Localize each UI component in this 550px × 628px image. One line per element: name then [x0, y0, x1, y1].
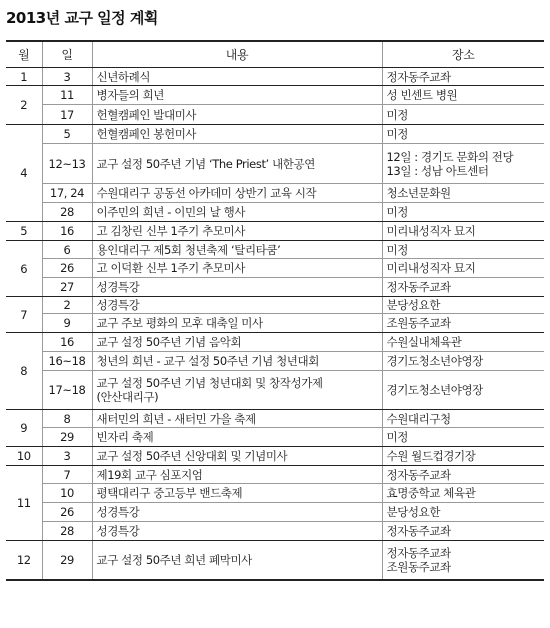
day-cell: 17, 24	[42, 184, 92, 203]
content-cell	[92, 352, 382, 371]
table-row	[6, 503, 544, 522]
table-row	[6, 428, 544, 447]
content-cell	[92, 105, 382, 125]
day-cell: 3	[42, 447, 92, 466]
place-cell	[382, 278, 544, 297]
day-cell: 2	[42, 297, 92, 314]
place-line: 미정	[386, 242, 408, 257]
content-line: 헌혈캠페인 발대미사	[96, 107, 197, 122]
day-cell: 5	[42, 125, 92, 144]
content-line: 고 김창린 신부 1주기 추모미사	[96, 224, 245, 238]
day-cell: 28	[42, 203, 92, 222]
content-cell	[92, 484, 382, 503]
table-row	[6, 241, 544, 259]
place-cell	[382, 522, 544, 541]
place-cell	[382, 314, 544, 333]
content-line: 빈자리 축제	[96, 430, 154, 444]
place-line: 미정	[386, 430, 408, 444]
place-line: 미정	[386, 205, 408, 219]
day-cell: 16	[42, 333, 92, 352]
table-row	[6, 484, 544, 503]
place-line: 정자동주교좌	[386, 280, 451, 294]
place-cell	[382, 484, 544, 503]
content-line: (안산대리구)	[96, 390, 159, 404]
content-cell	[92, 541, 382, 580]
place-line: 수원대리구청	[386, 411, 451, 426]
content-cell	[92, 278, 382, 297]
place-cell	[382, 222, 544, 241]
content-cell	[92, 184, 382, 203]
place-cell	[382, 86, 544, 105]
table-row	[6, 144, 544, 184]
month-cell: 1	[6, 68, 42, 86]
day-cell: 9	[42, 314, 92, 333]
page-title: 2013년 교구 일정 계획	[6, 9, 158, 27]
place-cell	[382, 259, 544, 278]
day-cell: 7	[42, 466, 92, 484]
content-cell	[92, 68, 382, 86]
content-line: 수원대리구 공동선 아카데미 상반기 교육 시작	[96, 186, 317, 200]
content-line: 교구 설정 50주년 희년 폐막미사	[96, 552, 252, 567]
day-cell: 26	[42, 259, 92, 278]
table-row	[6, 259, 544, 278]
schedule-table	[6, 40, 544, 581]
place-cell	[382, 447, 544, 466]
content-cell	[92, 125, 382, 144]
place-cell	[382, 371, 544, 410]
table-row	[6, 222, 544, 241]
content-cell	[92, 371, 382, 410]
content-line: 성경특강	[96, 298, 140, 312]
header-place: 장소	[382, 41, 544, 68]
content-line: 교구 설정 50주년 기념 청년대회 및 창작성가제	[96, 376, 323, 390]
table-row	[6, 371, 544, 410]
day-cell: 26	[42, 503, 92, 522]
place-line: 성 빈센트 병원	[386, 88, 458, 102]
content-line: 이주민의 희년 - 이민의 날 행사	[96, 205, 246, 219]
place-cell	[382, 241, 544, 259]
content-cell	[92, 503, 382, 522]
day-cell: 29	[42, 541, 92, 580]
content-cell	[92, 522, 382, 541]
content-line: 신년하례식	[96, 69, 151, 84]
content-line: 용인대리구 제5회 청년축제 ‘탈리타쿰’	[96, 242, 281, 257]
content-line: 교구 설정 50주년 기념 음악회	[96, 335, 242, 349]
month-cell: 7	[6, 297, 42, 333]
month-cell: 6	[6, 241, 42, 297]
table-row	[6, 410, 544, 428]
place-cell	[382, 144, 544, 184]
month-cell: 8	[6, 333, 42, 410]
header-day: 일	[42, 41, 92, 68]
place-cell	[382, 333, 544, 352]
place-line: 미리내성직자 묘지	[386, 224, 476, 238]
table-row	[6, 466, 544, 484]
place-line: 조원동주교좌	[386, 316, 451, 330]
place-cell	[382, 503, 544, 522]
content-line: 성경특강	[96, 505, 140, 519]
day-cell: 29	[42, 428, 92, 447]
content-cell	[92, 410, 382, 428]
content-line: 교구 주보 평화의 모후 대축일 미사	[96, 316, 263, 330]
place-line: 미리내성직자 묘지	[386, 261, 476, 275]
content-cell	[92, 222, 382, 241]
place-cell	[382, 352, 544, 371]
content-line: 교구 설정 50주년 신앙대회 및 기념미사	[96, 449, 288, 463]
place-line: 정자동주교좌	[386, 524, 451, 538]
content-line: 교구 설정 50주년 기념 ‘The Priest’ 내한공연	[96, 156, 315, 171]
table-row	[6, 125, 544, 144]
table-row	[6, 541, 544, 580]
month-cell: 9	[6, 410, 42, 447]
place-cell	[382, 68, 544, 86]
place-cell	[382, 184, 544, 203]
day-cell: 10	[42, 484, 92, 503]
table-row	[6, 86, 544, 105]
content-line: 성경특강	[96, 524, 140, 538]
schedule-body	[6, 68, 544, 580]
place-line: 분당성요한	[386, 298, 441, 312]
place-line: 청소년문화원	[386, 186, 451, 200]
day-cell: 17~18	[42, 371, 92, 410]
content-line: 새터민의 희년 - 새터민 가을 축제	[96, 411, 256, 426]
content-line: 성경특강	[96, 280, 140, 294]
month-cell: 4	[6, 125, 42, 222]
table-row	[6, 447, 544, 466]
content-line: 청년의 희년 - 교구 설정 50주년 기념 청년대회	[96, 354, 319, 368]
place-cell	[382, 105, 544, 125]
content-line: 병자들의 희년	[96, 88, 165, 102]
place-line: 분당성요한	[386, 505, 441, 519]
place-cell	[382, 125, 544, 144]
day-cell: 6	[42, 241, 92, 259]
content-cell	[92, 466, 382, 484]
content-cell	[92, 144, 382, 184]
day-cell: 28	[42, 522, 92, 541]
content-cell	[92, 86, 382, 105]
place-line: 조원동주교좌	[386, 559, 451, 574]
day-cell: 11	[42, 86, 92, 105]
content-cell	[92, 428, 382, 447]
day-cell: 12~13	[42, 144, 92, 184]
content-cell	[92, 333, 382, 352]
table-row	[6, 203, 544, 222]
day-cell: 16	[42, 222, 92, 241]
header-row	[6, 41, 544, 68]
place-cell	[382, 297, 544, 314]
place-cell	[382, 541, 544, 580]
table-row	[6, 522, 544, 541]
content-line: 평택대리구 중고등부 밴드축제	[96, 486, 243, 500]
place-line: 수원 월드컵경기장	[386, 449, 476, 463]
day-cell: 3	[42, 68, 92, 86]
place-cell	[382, 466, 544, 484]
header-content: 내용	[92, 41, 382, 68]
place-line: 미정	[386, 127, 408, 141]
table-row	[6, 105, 544, 125]
day-cell: 16~18	[42, 352, 92, 371]
place-line: 정자동주교좌	[386, 545, 451, 560]
table-row	[6, 314, 544, 333]
content-cell	[92, 259, 382, 278]
place-line: 경기도청소년야영장	[386, 354, 483, 368]
place-line: 12일 : 경기도 문화의 전당	[386, 149, 514, 164]
place-line: 경기도청소년야영장	[386, 383, 483, 397]
content-cell	[92, 203, 382, 222]
place-line: 수원실내체육관	[386, 335, 462, 349]
month-cell: 12	[6, 541, 42, 580]
place-cell	[382, 410, 544, 428]
content-line: 제19회 교구 심포지엄	[96, 467, 203, 482]
month-cell: 10	[6, 447, 42, 466]
day-cell: 8	[42, 410, 92, 428]
place-cell	[382, 428, 544, 447]
content-line: 고 이덕환 신부 1주기 추모미사	[96, 261, 245, 275]
day-cell: 27	[42, 278, 92, 297]
month-cell: 2	[6, 86, 42, 125]
header-month: 월	[6, 41, 42, 68]
content-cell	[92, 241, 382, 259]
place-line: 정자동주교좌	[386, 467, 451, 482]
table-row	[6, 333, 544, 352]
place-cell	[382, 203, 544, 222]
table-row	[6, 278, 544, 297]
content-cell	[92, 297, 382, 314]
place-line: 13일 : 성남 아트센터	[386, 163, 489, 178]
content-line: 헌혈캠페인 봉헌미사	[96, 127, 197, 141]
table-row	[6, 68, 544, 86]
table-row	[6, 352, 544, 371]
table-row	[6, 297, 544, 314]
content-cell	[92, 314, 382, 333]
content-cell	[92, 447, 382, 466]
place-line: 미정	[386, 107, 408, 122]
table-row	[6, 184, 544, 203]
month-cell: 5	[6, 222, 42, 241]
place-line: 정자동주교좌	[386, 69, 451, 84]
place-line: 효명중학교 체육관	[386, 486, 476, 500]
month-cell: 11	[6, 466, 42, 541]
day-cell: 17	[42, 105, 92, 125]
